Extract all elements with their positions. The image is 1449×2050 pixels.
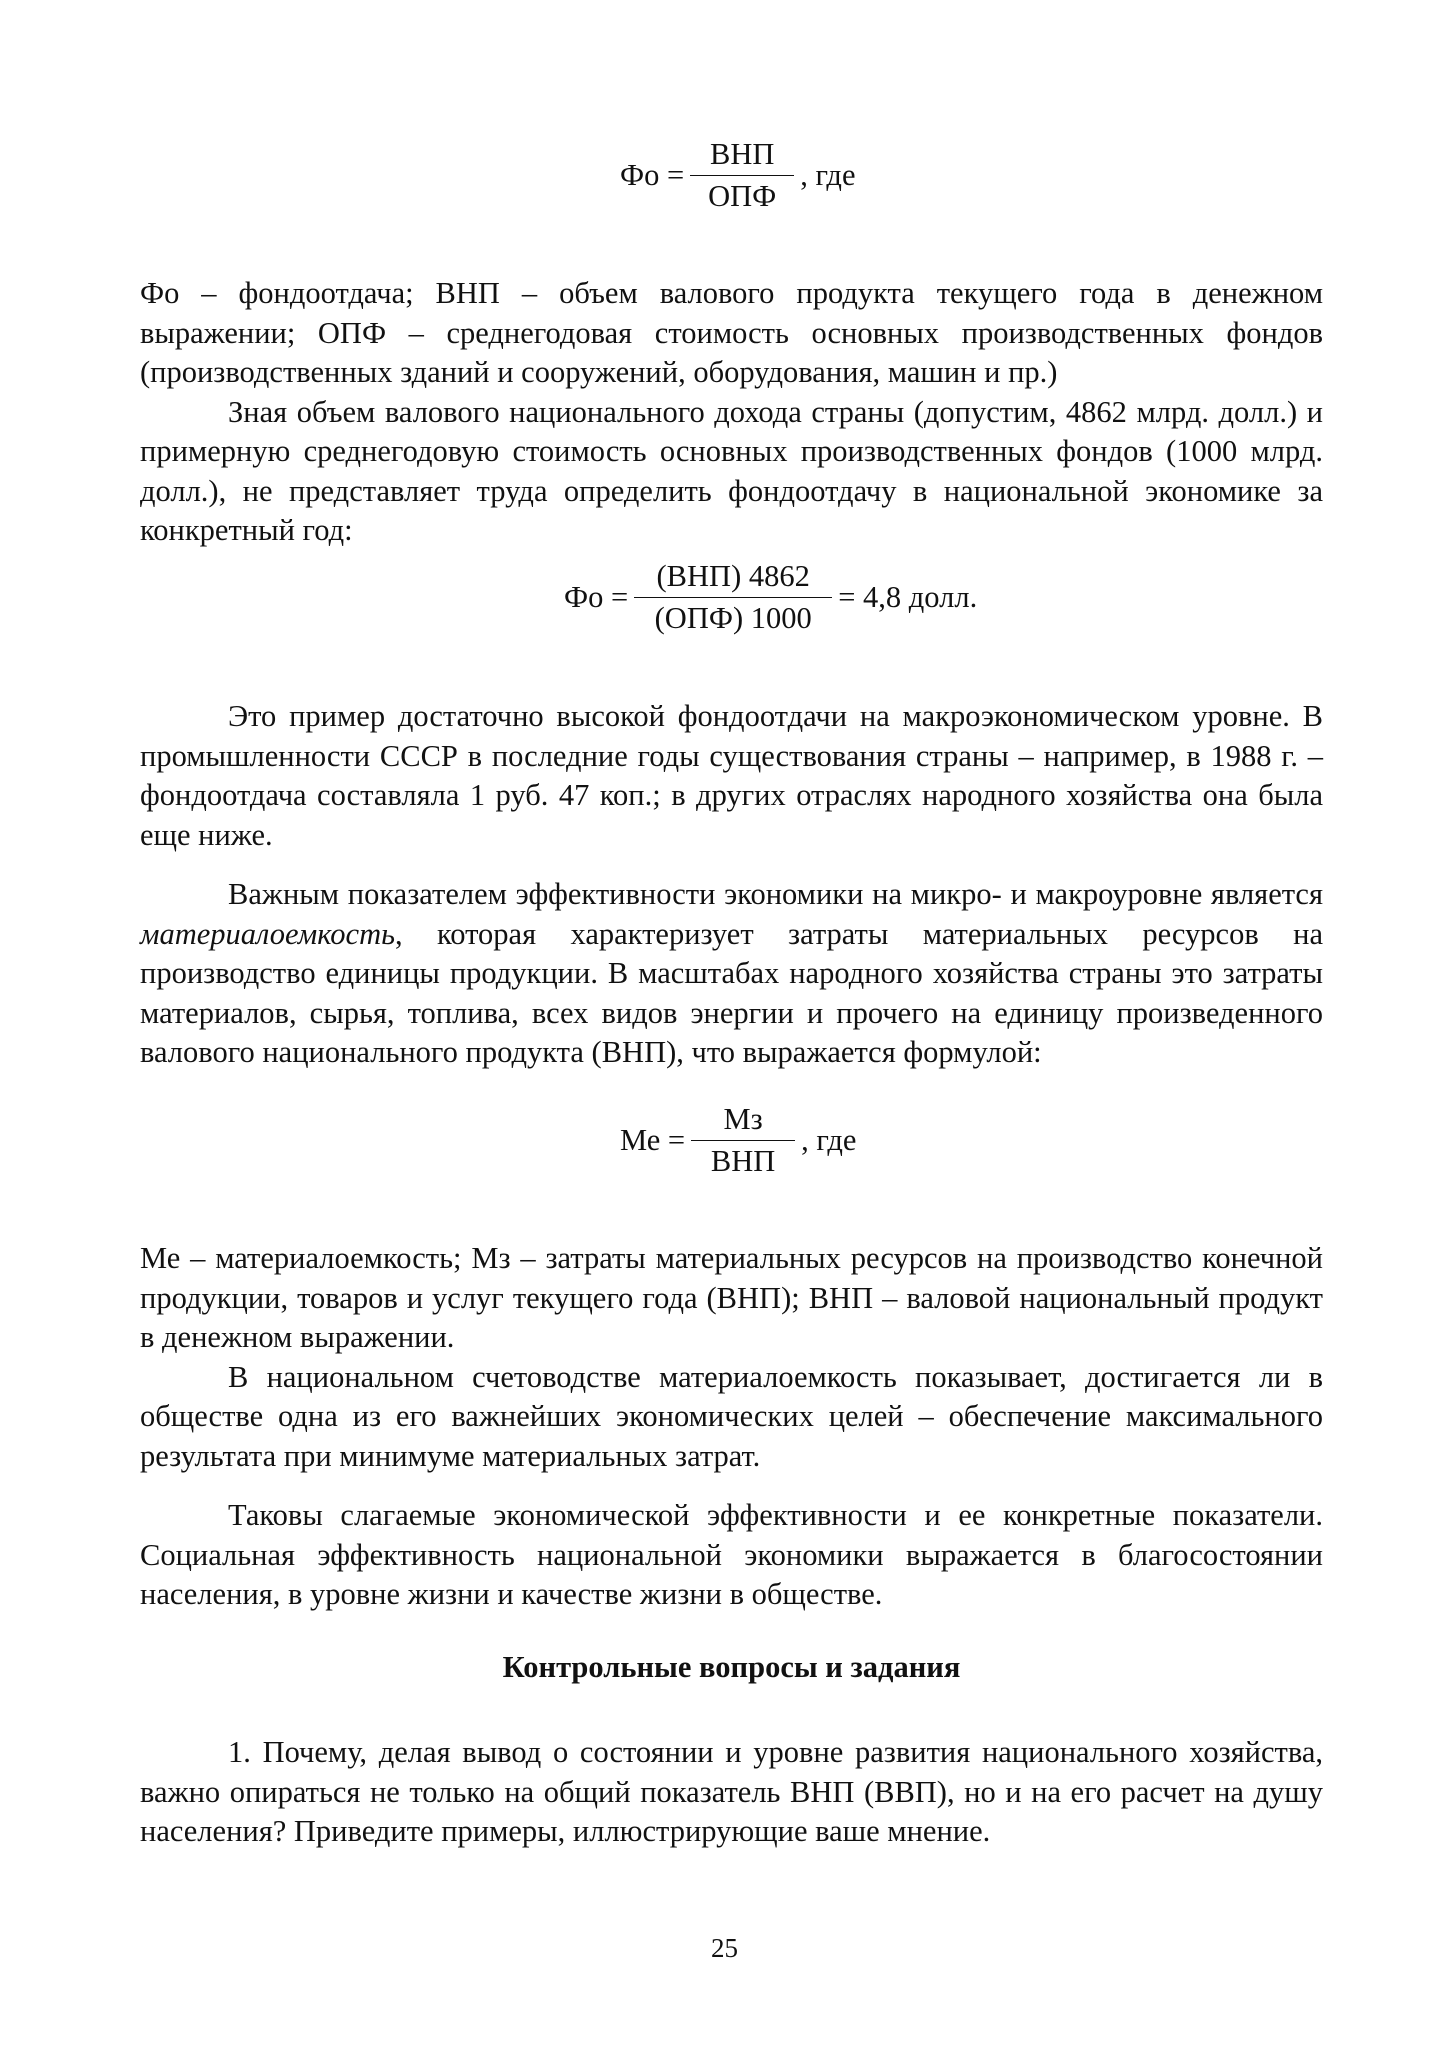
fraction-denominator: ВНП	[710, 1144, 776, 1178]
text-block-2	[140, 697, 1323, 1073]
formula-lhs: Фо =	[564, 580, 629, 614]
text-block-1	[140, 274, 1323, 551]
formula-lhs: Фо =	[620, 158, 685, 192]
paragraph-ussr-example: Это пример достаточно высокой фондоотдачи на макроэкономическом уровне. В промышленности СССР в последние годы существования страны – например, в 1988 г. – фондоотдача составляла 1 руб. 47 коп.; в других отраслях народного хозяйства она была еще ниже.	[140, 699, 1323, 852]
formula-suffix: = 4,8 долл.	[838, 580, 978, 614]
fraction-bar	[690, 175, 794, 176]
text-block-3	[140, 1239, 1323, 1615]
section-heading: Контрольные вопросы и задания	[502, 1650, 961, 1684]
formula-suffix: , где	[801, 1123, 857, 1157]
formula-lhs: Ме =	[620, 1123, 686, 1157]
page-number: 25	[711, 1933, 738, 1963]
fraction-numerator: Мз	[723, 1102, 763, 1136]
fraction	[691, 1100, 795, 1181]
paragraph-summary: Таковы слагаемые экономической эффективности и ее конкретные показатели. Социальная эффективность национальной экономики выражается в благосостоянии населения, в уровне жизни и качестве жизни в обществе.	[140, 1498, 1323, 1611]
fraction	[690, 135, 794, 216]
fraction-numerator: ВНП	[709, 137, 775, 171]
formula-suffix: , где	[800, 158, 856, 192]
fraction	[634, 557, 832, 638]
fraction-bar	[634, 597, 832, 598]
formula-capital-productivity	[620, 135, 855, 216]
fraction-numerator: (ВНП) 4862	[656, 559, 810, 593]
fraction-denominator: ОПФ	[708, 179, 777, 213]
text-run: Важным показателем эффективности экономики на микро- и макроуровне является	[228, 877, 1323, 911]
questions-block	[140, 1733, 1323, 1852]
formula-material-intensity	[620, 1100, 856, 1181]
paragraph-definitions-1: Фо – фондоотдача; ВНП – объем валового продукта текущего года в денежном выражении; ОПФ – среднегодовая стоимость основных производственных фондов (производственных зданий и сооружений, оборудования, машин и пр.)	[140, 276, 1323, 389]
paragraph-national-accounting: В национальном счетоводстве материалоемкость показывает, достигается ли в обществе одна из его важнейших экономических целей – обеспечение максимального результата при минимуме материальных затрат.	[140, 1359, 1323, 1473]
fraction-denominator: (ОПФ) 1000	[654, 601, 812, 635]
formula-capital-productivity-example	[564, 557, 977, 638]
paragraph-material-intensity	[140, 875, 1323, 1073]
paragraph-example-intro: Зная объем валового национального дохода страны (допустим, 4862 млрд. долл.) и примерную среднегодовую стоимость основных производственных фондов (1000 млрд. долл.), не представляет труда определить фондоотдачу в национальной экономике за конкретный год:	[140, 394, 1323, 547]
question-item: 1. Почему, делая вывод о состоянии и уровне развития национального хозяйства, важно опираться не только на общий показатель ВНП (ВВП), но и на его расчет на душу населения? Приведите примеры, иллюстрирующие ваше мнение.	[140, 1735, 1323, 1848]
fraction-bar	[691, 1140, 795, 1141]
term-material-intensity: материалоемкость	[140, 916, 395, 951]
text-run: , которая характеризует затраты материальных ресурсов на производство единицы продукции. В масштабах народного хозяйства страны это затраты материалов, сырья, топлива, всех видов энергии и прочего на единицу произведенного валового национального продукта (ВНП), что выражается формулой:	[140, 916, 1323, 1069]
paragraph-definitions-2: Ме – материалоемкость; Мз – затраты материальных ресурсов на производство конечной продукции, товаров и услуг текущего года (ВНП); ВНП – валовой национальный продукт в денежном выражении.	[140, 1241, 1323, 1354]
